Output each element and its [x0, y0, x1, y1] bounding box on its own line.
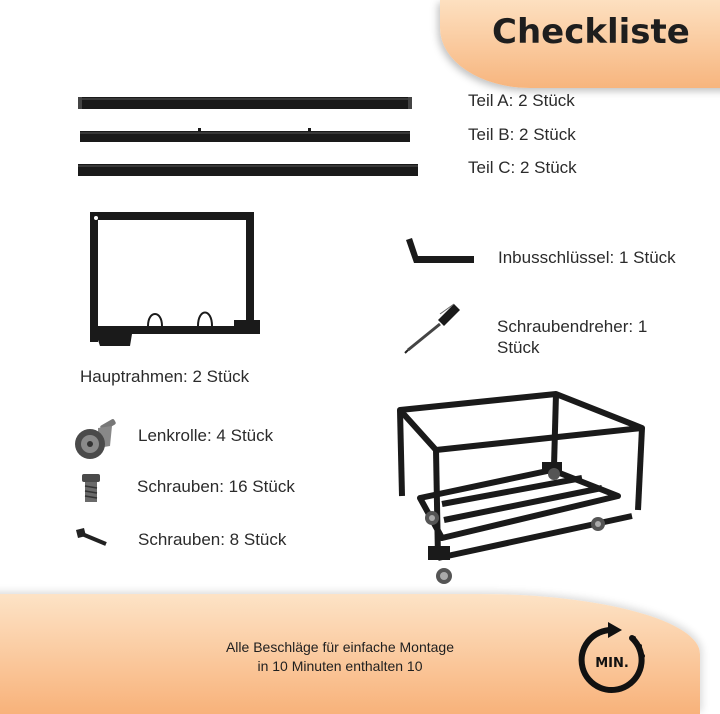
label-schrauben-16: Schrauben: 16 Stück: [137, 477, 295, 496]
screw-long-icon: [74, 526, 110, 550]
label-inbusschluessel: Inbusschlüssel: 1 Stück: [498, 248, 676, 267]
cart-icon: [392, 386, 652, 592]
screwdriver-icon: [402, 300, 462, 356]
label-schraubendreher-line1: Schraubendreher: 1: [497, 317, 648, 336]
label-hauptrahmen: Hauptrahmen: 2 Stück: [80, 367, 250, 386]
label-teil-c: Teil C: 2 Stück: [468, 158, 577, 177]
label-lenkrolle: Lenkrolle: 4 Stück: [138, 426, 274, 445]
screw-large-icon: [80, 474, 104, 504]
label-teil-a: Teil A: 2 Stück: [468, 91, 575, 110]
allen-key-icon: [400, 236, 480, 268]
footer-text: [150, 638, 530, 676]
caster-icon: [70, 416, 122, 462]
min-badge: MIN.: [595, 656, 629, 671]
page-title: Checkliste: [492, 12, 690, 52]
frame-icon: [86, 208, 266, 352]
label-schraubendreher-line2: Stück: [497, 338, 540, 357]
label-schrauben-8: Schrauben: 8 Stück: [138, 530, 287, 549]
bar-c-icon: [78, 162, 420, 182]
footer-line-2: in 10 Minuten enthalten 10: [257, 658, 423, 674]
bar-a-icon: [78, 94, 414, 114]
label-teil-b: Teil B: 2 Stück: [468, 125, 576, 144]
bar-b-icon: [80, 128, 412, 148]
footer-line-1: Alle Beschläge für einfache Montage: [225, 639, 455, 655]
